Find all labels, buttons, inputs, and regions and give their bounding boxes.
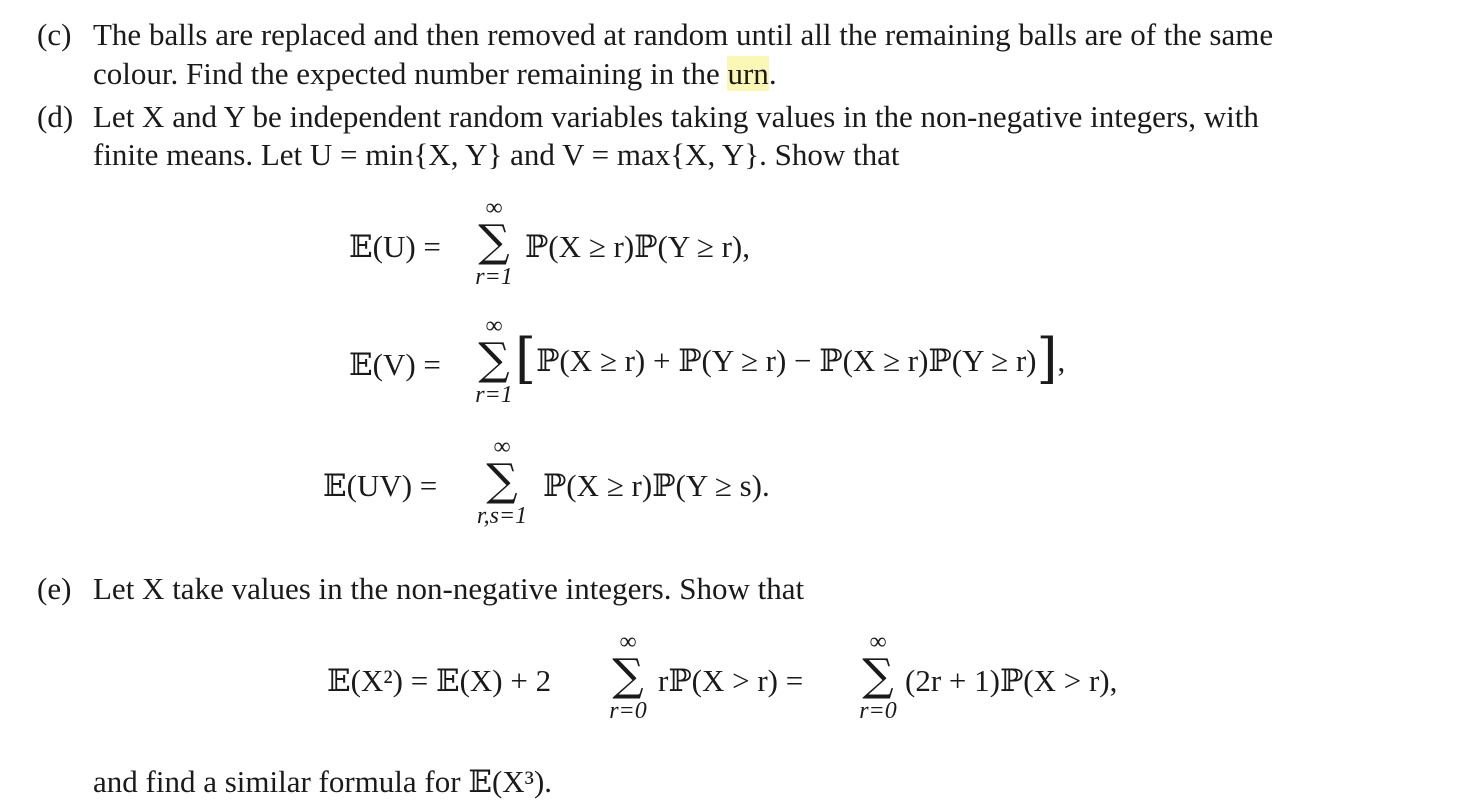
eq1-summation — [466, 196, 522, 290]
eq2-sum-upper: ∞ — [485, 313, 503, 339]
item-d-line-1: Let X and Y be independent random variables taking values in the non-negative integers, with — [93, 99, 1259, 134]
eq4-sum1-lower: r=0 — [609, 698, 647, 724]
right-bracket-icon: ] — [1036, 327, 1058, 390]
item-d-label: (d) — [37, 99, 74, 134]
item-c-line-2-end: . — [768, 56, 777, 91]
eq2-lhs: 𝔼(V) = — [349, 347, 441, 382]
item-c-line-1: The balls are replaced and then removed at random until all the remaining balls are of the same — [93, 17, 1274, 52]
eq4-rhs: (2r + 1)ℙ(X > r), — [905, 663, 1118, 698]
item-d-line-2: finite means. Let U = min{X, Y} and V = max{X, Y}. Show that — [93, 137, 900, 172]
sigma-icon: ∑ — [478, 216, 510, 267]
eq2-sum-lower: r=1 — [475, 382, 513, 408]
item-c-label: (c) — [37, 17, 72, 52]
sigma-icon: ∑ — [612, 650, 644, 701]
eq4-sum2-lower: r=0 — [859, 698, 897, 724]
sigma-icon: ∑ — [478, 334, 510, 385]
eq2-summation — [466, 314, 522, 408]
eq2-trail: , — [1057, 343, 1066, 378]
eq3-sum-upper: ∞ — [493, 434, 511, 460]
eq1-sum-lower: r=1 — [475, 264, 513, 290]
eq4-summation-2 — [850, 630, 906, 724]
item-c-line-2 — [93, 55, 777, 93]
eq4-lhs: 𝔼(X²) = 𝔼(X) + 2 — [327, 663, 552, 698]
sigma-icon: ∑ — [862, 650, 894, 701]
item-c-line-2-text: colour. Find the expected number remaining in the — [93, 56, 728, 91]
eq3-summation — [466, 435, 538, 529]
sigma-icon: ∑ — [486, 455, 518, 506]
eq3-rhs: ℙ(X ≥ r)ℙ(Y ≥ s). — [543, 468, 770, 503]
eq3-lhs: 𝔼(UV) = — [323, 468, 438, 503]
item-e-line-1: Let X take values in the non-negative integers. Show that — [93, 571, 805, 606]
eq1-lhs: 𝔼(U) = — [349, 229, 441, 264]
eq2-rhs — [515, 327, 1066, 390]
eq2-rhs-text: ℙ(X ≥ r) + ℙ(Y ≥ r) − ℙ(X ≥ r)ℙ(Y ≥ r) — [536, 343, 1037, 378]
left-bracket-icon: [ — [515, 327, 537, 390]
eq1-rhs: ℙ(X ≥ r)ℙ(Y ≥ r), — [525, 229, 750, 264]
item-e-closing: and find a similar formula for 𝔼(X³). — [93, 764, 553, 799]
eq1-sum-upper: ∞ — [485, 195, 503, 221]
highlighted-word: urn — [727, 56, 769, 91]
eq4-mid: rℙ(X > r) = — [658, 663, 804, 698]
item-e-label: (e) — [37, 571, 72, 606]
eq4-summation-1 — [600, 630, 656, 724]
eq3-sum-lower: r,s=1 — [476, 503, 528, 529]
eq4-sum2-upper: ∞ — [869, 629, 887, 655]
eq4-sum1-upper: ∞ — [619, 629, 637, 655]
